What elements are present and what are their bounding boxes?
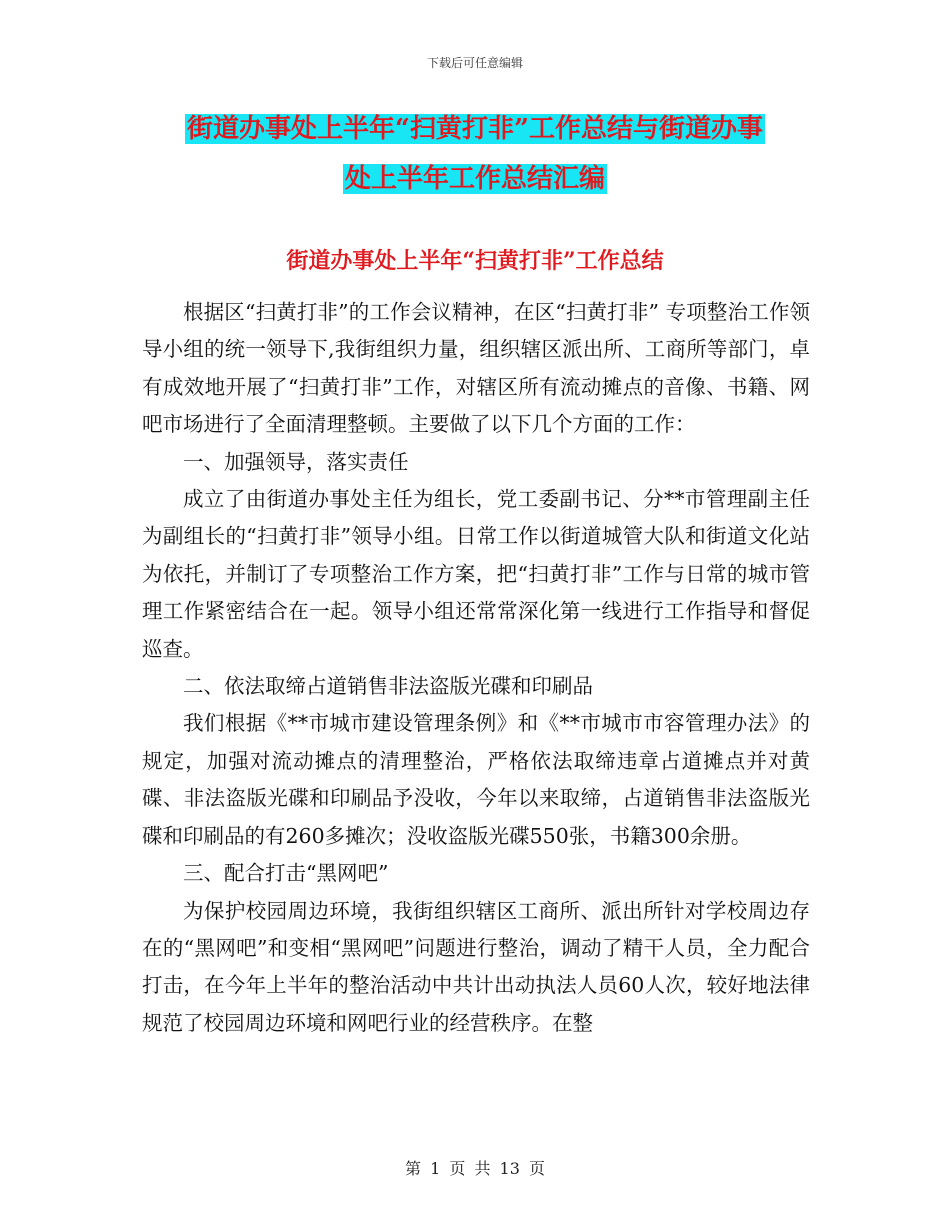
paragraph: 我们根据《**市城市建设管理条例》和《**市城市市容管理办法》的规定，加强对流动摊点的清理整治，严格依法取缔违章占道摊点并对黄碟、非法盗版光碟和印刷品予没收，今年以来取缔，占道销售非法盗版光碟和印刷品的有260多摊次；没收盗版光碟550张，书籍300余册。 (142, 711, 810, 848)
paragraph-heading: 二、依法取缔占道销售非法盗版光碟和印刷品 (183, 674, 593, 699)
paragraph-heading: 一、加强领导，落实责任 (183, 449, 409, 474)
page-footer: 第 1 页 共 13 页 (405, 1159, 545, 1178)
paragraph: 成立了由街道办事处主任为组长，党工委副书记、分**市管理副主任为副组长的“扫黄打非”领导小组。日常工作以街道城管大队和街道文化站为依托，并制订了专项整治工作方案，把“扫黄打非”工作与日常的城市管理工作紧密结合在一起。领导小组还常常深化第一线进行工作指导和督促巡查。 (142, 487, 810, 661)
paragraph: 根据区“扫黄打非”的工作会议精神，在区“扫黄打非” 专项整治工作领导小组的统一领导下,我街组织力量，组织辖区派出所、工商所等部门，卓有成效地开展了“扫黄打非”工作，对辖区所有流动摊点的音像、书籍、网吧市场进行了全面清理整顿。主要做了以下几个方面的工作： (142, 300, 810, 437)
section-title: 街道办事处上半年“扫黄打非”工作总结 (286, 248, 664, 274)
document-body (142, 294, 810, 1042)
paragraph: 为保护校园周边环境，我街组织辖区工商所、派出所针对学校周边存在的“黑网吧”和变相“黑网吧”问题进行整治，调动了精干人员，全力配合打击，在今年上半年的整治活动中共计出动执法人员60人次，较好地法律规范了校园周边环境和网吧行业的经营秩序。在整 (142, 898, 810, 1035)
page-header: 下载后可任意编辑 (426, 56, 523, 70)
document-title-line-2: 处上半年工作总结汇编 (344, 164, 605, 194)
document-title (140, 104, 810, 204)
paragraph-heading: 三、配合打击“黑网吧” (183, 861, 389, 886)
document-title-line-1: 街道办事处上半年“扫黄打非”工作总结与街道办事 (187, 114, 763, 144)
